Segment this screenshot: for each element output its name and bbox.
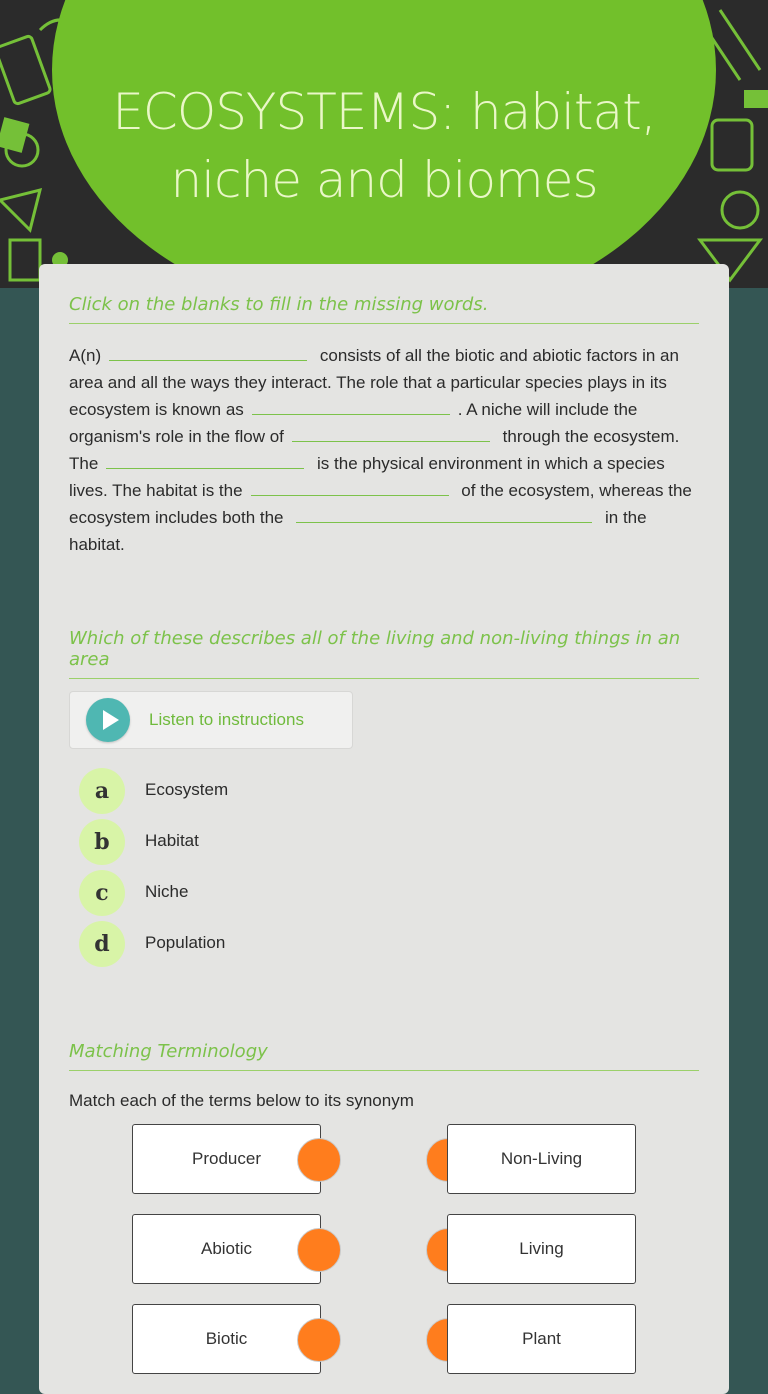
play-icon[interactable] <box>86 698 130 742</box>
listen-button[interactable] <box>69 691 353 749</box>
fill-text-3: . A niche will include the organism's role in the flow of <box>69 400 638 446</box>
option-letter-badge: c <box>79 870 125 916</box>
blank-4[interactable] <box>106 454 304 469</box>
blank-1[interactable] <box>109 346 307 361</box>
worksheet-paper <box>39 264 729 1394</box>
blank-5[interactable] <box>251 481 449 496</box>
option-text: Ecosystem <box>145 780 229 799</box>
option-letter-badge: b <box>79 819 125 865</box>
option-letter-badge: a <box>79 768 125 814</box>
fill-text-4: through the ecosystem. The <box>69 427 680 473</box>
option-text: Habitat <box>145 831 199 850</box>
match-right-non-living[interactable]: Non-Living <box>447 1124 636 1194</box>
match-connector-dot[interactable] <box>297 1318 341 1362</box>
match-connector-dot[interactable] <box>297 1138 341 1182</box>
option-c[interactable] <box>79 870 479 916</box>
fill-text-1: A(n) <box>69 346 102 365</box>
match-connector-dot[interactable] <box>297 1228 341 1272</box>
option-text: Niche <box>145 882 189 901</box>
option-letter-badge: d <box>79 921 125 967</box>
blank-2[interactable] <box>252 400 450 415</box>
fill-text-2: consists of all the biotic and abiotic factors in an area and all the ways they interact. The role that a particular species plays in its ecosystem is known as <box>69 346 679 419</box>
header-banner <box>0 0 768 288</box>
fill-text-7: in the habitat. <box>69 508 647 554</box>
quiz-section-heading: Which of these describes all of the living and non-living things in an area <box>69 628 699 679</box>
fill-paragraph <box>69 342 701 558</box>
blank-6[interactable] <box>296 508 592 523</box>
fill-text-6: of the ecosystem, whereas the ecosystem includes both the <box>69 481 692 527</box>
matching-intro: Match each of the terms below to its synonym <box>69 1091 414 1110</box>
blank-3[interactable] <box>292 427 490 442</box>
option-a[interactable] <box>79 768 479 814</box>
match-left-abiotic[interactable]: Abiotic <box>132 1214 321 1284</box>
match-right-plant[interactable]: Plant <box>447 1304 636 1374</box>
fill-section-heading: Click on the blanks to fill in the missing words. <box>69 294 699 324</box>
listen-label: Listen to instructions <box>149 710 304 729</box>
page-title: ECOSYSTEMS: habitat, niche and biomes <box>112 83 656 209</box>
option-d[interactable] <box>79 921 479 967</box>
match-left-producer[interactable]: Producer <box>132 1124 321 1194</box>
option-b[interactable] <box>79 819 479 865</box>
match-left-biotic[interactable]: Biotic <box>132 1304 321 1374</box>
fill-text-5: is the physical environment in which a species lives. The habitat is the <box>69 454 665 500</box>
match-right-living[interactable]: Living <box>447 1214 636 1284</box>
option-text: Population <box>145 933 226 952</box>
matching-section-heading: Matching Terminology <box>69 1041 699 1071</box>
